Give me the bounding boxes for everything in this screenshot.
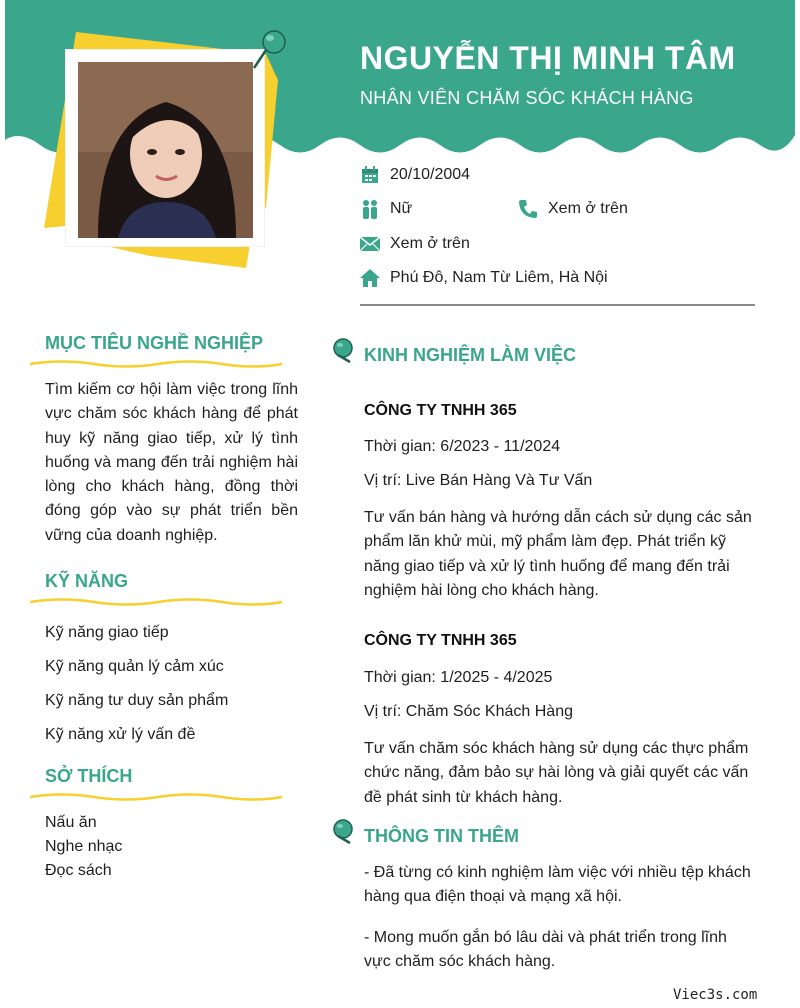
gender-value: Nữ	[390, 200, 413, 217]
portrait-illustration	[78, 62, 253, 238]
job-title: NHÂN VIÊN CHĂM SÓC KHÁCH HÀNG	[360, 88, 694, 108]
hobby-item: Nấu ăn	[45, 814, 97, 831]
profile-photo	[78, 62, 253, 238]
job-company: CÔNG TY TNHH 365	[364, 632, 517, 649]
skill-item: Kỹ năng xử lý vấn đề	[45, 726, 196, 743]
birthday-value: 20/10/2004	[390, 166, 471, 183]
email-value: Xem ở trên	[390, 235, 470, 252]
candidate-name: NGUYỄN THỊ MINH TÂM	[360, 40, 736, 76]
birthday-row	[360, 165, 470, 185]
job-description: Tư vấn chăm sóc khách hàng sử dụng các thực phẩm chức năng, đảm bảo sự hài lòng và giải quyết các vấn đề phát sinh từ khách hàng.	[364, 740, 749, 806]
section-pin-icon	[328, 336, 356, 364]
home-icon	[360, 268, 380, 288]
watermark: Viec3s.com	[673, 987, 758, 1003]
address-value: Phú Đô, Nam Từ Liêm, Hà Nội	[390, 269, 608, 286]
skill-item: Kỹ năng quản lý cảm xúc	[45, 658, 224, 675]
skill-item: Kỹ năng giao tiếp	[45, 624, 169, 641]
phone-icon	[518, 199, 538, 219]
job-description: Tư vấn bán hàng và hướng dẫn cách sử dụng các sản phẩm lăn khử mùi, mỹ phẩm làm đẹp. Phát triển kỹ năng giao tiếp và xử lý tình huống để mang đến trải nghiệm hài lòng cho khách hàng.	[364, 509, 752, 599]
pushpin-icon	[248, 24, 292, 74]
photo-frame	[66, 50, 264, 246]
section-pin-icon	[328, 817, 356, 845]
email-icon	[360, 234, 380, 254]
experience-title: KINH NGHIỆM LÀM VIỆC	[364, 345, 577, 365]
objective-text: Tìm kiếm cơ hội làm việc trong lĩnh vực chăm sóc khách hàng để phát huy kỹ năng giao tiếp, xử lý tình huống và mang đến trải nghiệm hài lòng cho khách hàng, đồng thời đóng góp vào sự phát triển bền vững của doanh nghiệp.	[45, 381, 298, 544]
email-row	[360, 234, 470, 254]
additional-item: - Mong muốn gắn bó lâu dài và phát triển trong lĩnh vực chăm sóc khách hàng.	[364, 929, 727, 971]
hobbies-title: SỞ THÍCH	[45, 766, 133, 786]
people-icon	[360, 199, 380, 219]
job-company: CÔNG TY TNHH 365	[364, 402, 517, 419]
address-row	[360, 268, 608, 288]
objective-underline	[28, 358, 284, 370]
objective-title: MỤC TIÊU NGHỀ NGHIỆP	[45, 333, 264, 353]
skill-item: Kỹ năng tư duy sản phẩm	[45, 692, 229, 709]
skills-title: KỸ NĂNG	[45, 571, 129, 591]
calendar-icon	[360, 165, 380, 185]
header-divider	[360, 304, 755, 306]
additional-title: THÔNG TIN THÊM	[364, 826, 519, 846]
job-time: Thời gian: 1/2025 - 4/2025	[364, 669, 553, 686]
additional-item: - Đã từng có kinh nghiệm làm việc với nhiều tệp khách hàng qua điện thoại và mạng xã hội.	[364, 864, 751, 906]
hobby-item: Nghe nhạc	[45, 838, 123, 855]
job-position: Vị trí: Chăm Sóc Khách Hàng	[364, 703, 573, 720]
hobbies-underline	[28, 791, 284, 803]
job-position: Vị trí: Live Bán Hàng Và Tư Vấn	[364, 472, 593, 489]
phone-row	[518, 199, 628, 219]
gender-row	[360, 199, 412, 219]
skills-underline	[28, 596, 284, 608]
phone-value: Xem ở trên	[548, 200, 628, 217]
hobby-item: Đọc sách	[45, 862, 112, 879]
job-time: Thời gian: 6/2023 - 11/2024	[364, 438, 561, 455]
